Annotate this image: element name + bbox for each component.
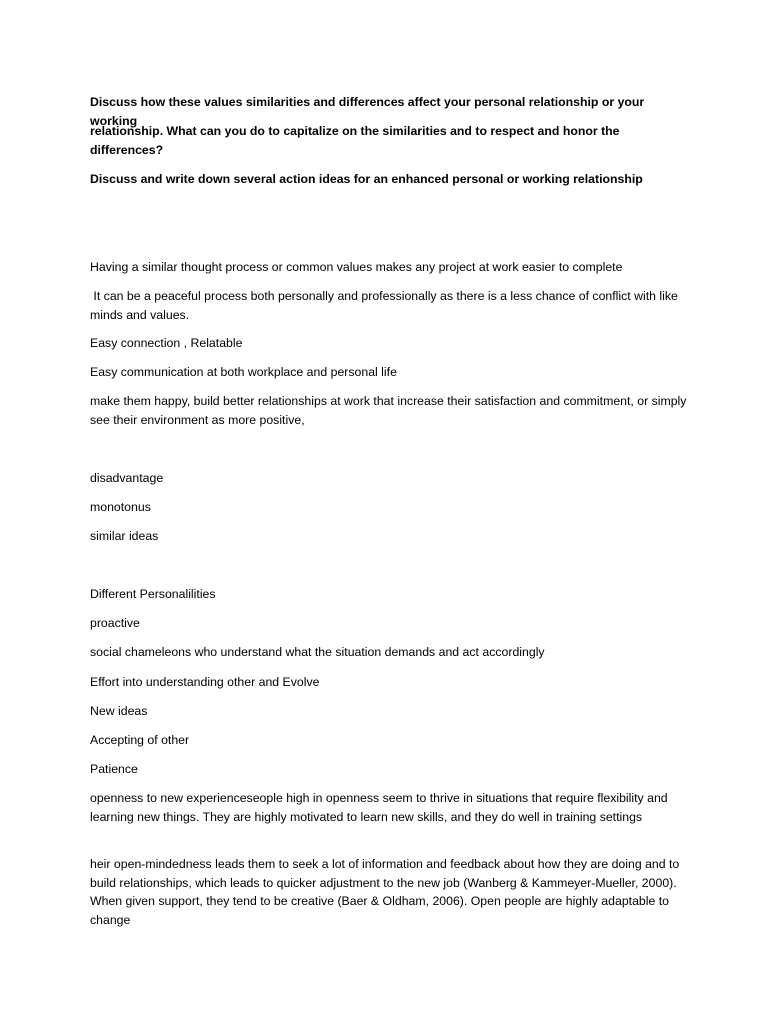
similarity-paragraph-4: Easy communication at both workplace and personal life (90, 365, 397, 379)
differences-heading: Different Personalilities (90, 587, 216, 601)
prompt-line-3: Discuss and write down several action ideas for an enhanced personal or working relationship (90, 172, 643, 186)
disadvantage-item: similar ideas (90, 529, 159, 543)
similarity-paragraph-3: Easy connection , Relatable (90, 336, 243, 350)
disadvantage-item: monotonus (90, 500, 151, 514)
similarity-paragraph-1: Having a similar thought process or common values makes any project at work easier to complete (90, 260, 623, 274)
differences-paragraph-openness: openness to new experienceseople high in openness seem to thrive in situations that require flexibility and learning new things. They are highly motivated to learn new skills, and they do well in training settings (90, 791, 668, 824)
prompt-line-2: relationship. What can you do to capitalize on the similarities and to respect and honor the differences? (90, 124, 620, 157)
differences-item: Accepting of other (90, 733, 190, 747)
similarity-paragraph-5: make them happy, build better relationships at work that increase their satisfaction and commitment, or simply see their environment as more positive, (90, 394, 687, 427)
differences-item: proactive (90, 616, 140, 630)
differences-item: Effort into understanding other and Evolve (90, 675, 320, 689)
similarity-paragraph-2: It can be a peaceful process both personally and professionally as there is a less chance of conflict with like minds and values. (90, 289, 682, 322)
prompt-line-1: Discuss how these values similarities and differences affect your personal relationship or your working (90, 95, 645, 128)
differences-item: Patience (90, 762, 138, 776)
differences-paragraph-open-mindedness: heir open-mindedness leads them to seek a lot of information and feedback about how they are doing and to build relationships, which leads to quicker adjustment to the new job (Wanberg & Kammeyer-Mueller, 2000). When given support, they tend to be creative (Baer & Oldham, 2006). Open people are highly adaptable to change (90, 857, 680, 927)
differences-item: social chameleons who understand what the situation demands and act accordingly (90, 645, 545, 659)
differences-item: New ideas (90, 704, 148, 718)
disadvantage-heading: disadvantage (90, 471, 164, 485)
